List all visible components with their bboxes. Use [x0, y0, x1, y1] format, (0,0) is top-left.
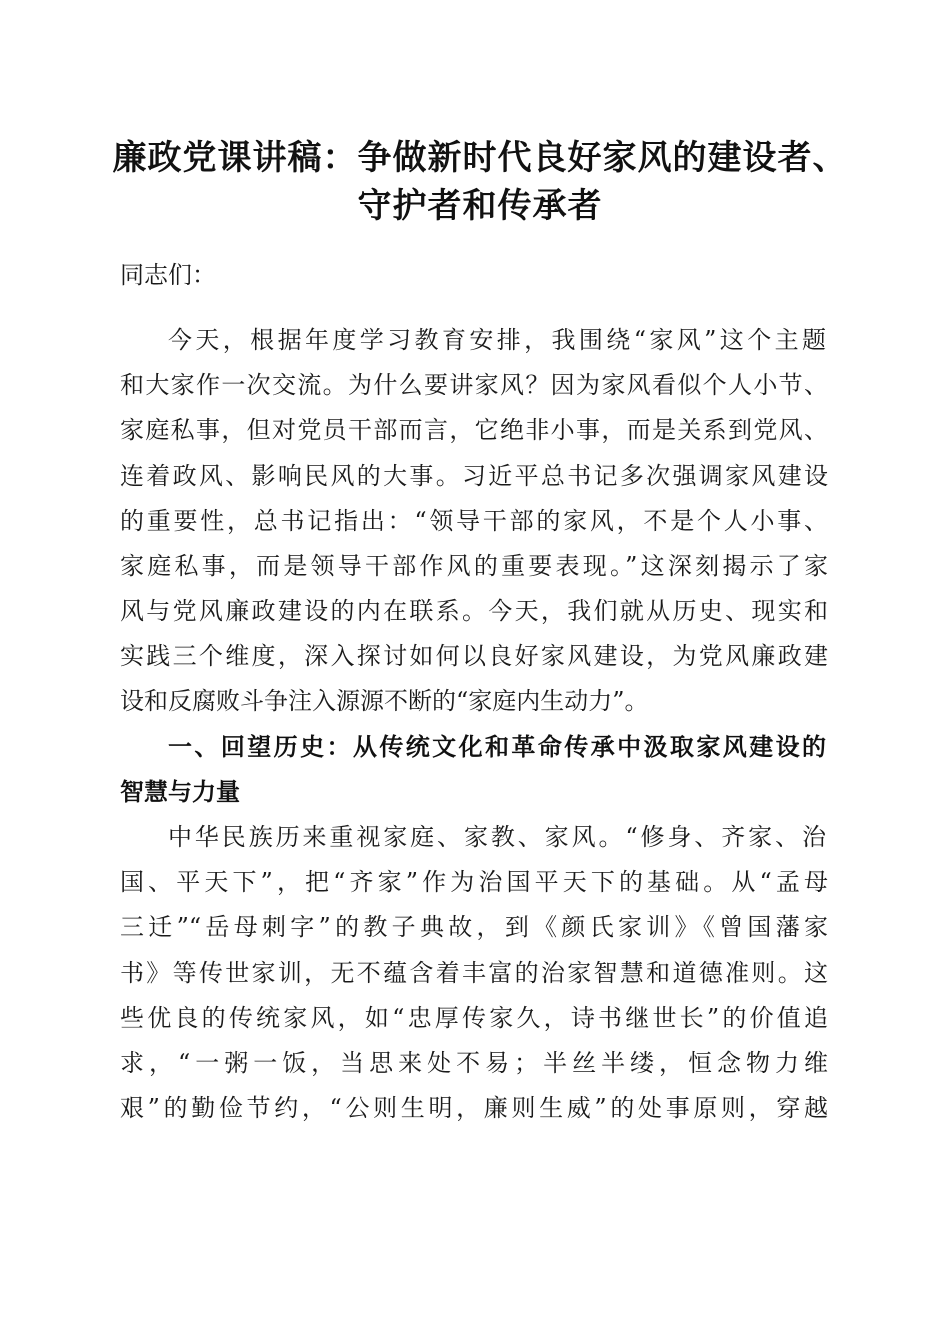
intro-line: 连着政风、影响民风的大事。习近平总书记多次强调家风建设 [120, 462, 828, 490]
section-1-line: 些优良的传统家风，如“忠厚传家久，诗书继世长”的价值追 [120, 1004, 828, 1032]
intro-line: 的重要性，总书记指出：“领导干部的家风，不是个人小事、 [120, 507, 828, 535]
section-1-heading-line-1: 一、回望历史：从传统文化和革命传承中汲取家风建设的 [168, 733, 826, 761]
intro-line: 和大家作一次交流。为什么要讲家风？因为家风看似个人小节、 [120, 371, 828, 399]
document-title-line-2: 守护者和传承者 [357, 186, 603, 226]
section-1-heading-line-2: 智慧与力量 [120, 778, 240, 806]
greeting: 同志们： [120, 261, 216, 289]
intro-line: 实践三个维度，深入探讨如何以良好家风建设，为党风廉政建 [120, 642, 828, 670]
section-1-line: 国、平天下”，把“齐家”作为治国平天下的基础。从“孟母 [120, 868, 828, 896]
section-1-line: 求，“一粥一饭，当思来处不易；半丝半缕，恒念物力维 [120, 1049, 828, 1077]
intro-line: 设和反腐败斗争注入源源不断的“家庭内生动力”。 [120, 687, 649, 715]
section-1-line: 书》等传世家训，无不蕴含着丰富的治家智慧和道德准则。这 [120, 959, 828, 987]
section-1-line: 三迁”“岳母刺字”的教子典故，到《颜氏家训》《曾国藩家 [120, 913, 828, 941]
intro-line: 家庭私事，而是领导干部作风的重要表现。”这深刻揭示了家 [120, 552, 828, 580]
intro-line: 风与党风廉政建设的内在联系。今天，我们就从历史、现实和 [120, 597, 828, 625]
intro-line: 家庭私事，但对党员干部而言，它绝非小事，而是关系到党风、 [120, 416, 828, 444]
section-1-line: 艰”的勤俭节约，“公则生明，廉则生威”的处事原则，穿越 [120, 1094, 828, 1122]
intro-line: 今天，根据年度学习教育安排，我围绕“家风”这个主题 [168, 326, 826, 354]
document-title-line-1: 廉政党课讲稿：争做新时代良好家风的建设者、 [112, 138, 848, 178]
section-1-line: 中华民族历来重视家庭、家教、家风。“修身、齐家、治 [168, 823, 826, 851]
